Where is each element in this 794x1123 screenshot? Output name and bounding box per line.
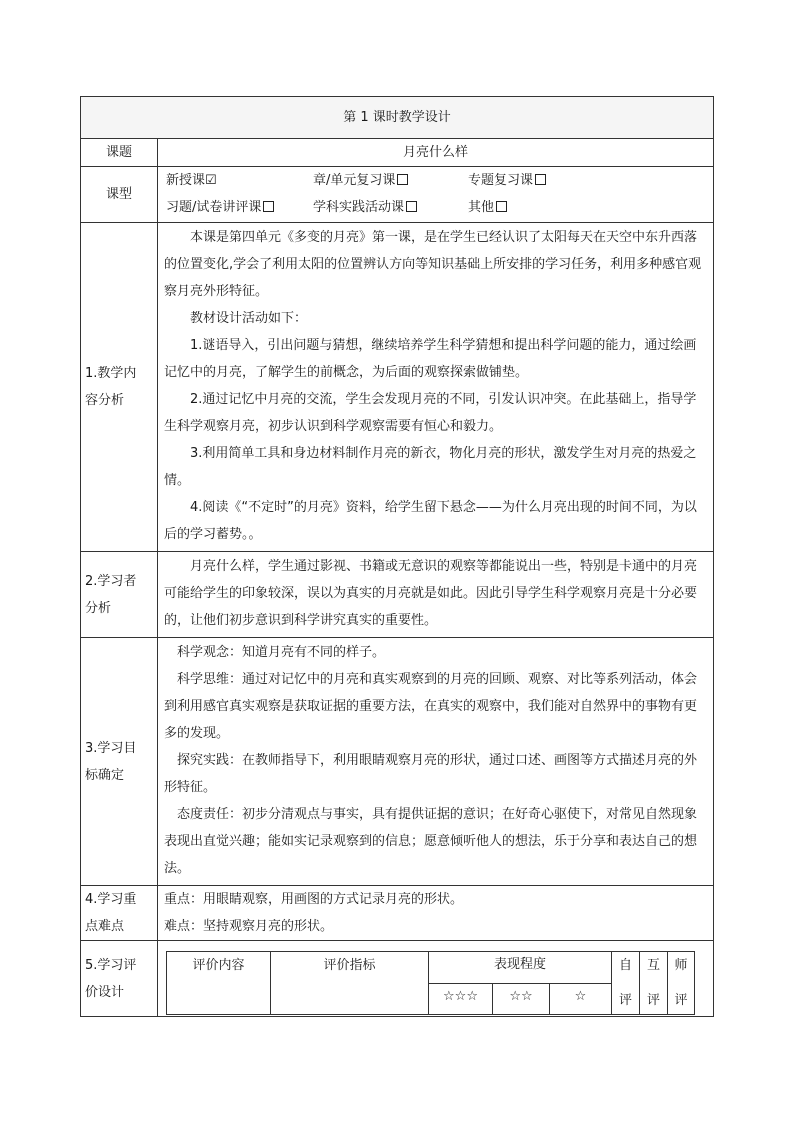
option-topic-review: 专题复习课: [468, 167, 546, 194]
eval-header-teacher: 师 评: [668, 952, 695, 1015]
key-point-focus: 重点：用眼睛观察，用画图的方式记录月亮的形状。: [164, 892, 464, 907]
learner-analysis-row: [81, 552, 714, 638]
learner-analysis-text: [158, 552, 714, 638]
type-options: [158, 167, 714, 223]
title-row: [81, 97, 714, 139]
key-points-label: 4.学习重 点难点: [81, 886, 158, 941]
checkbox-empty-icon: [535, 174, 546, 185]
goal-paragraph: 态度责任：初步分清观点与事实，具有提供证据的意识；在好奇心驱使下，对常见自然现象表现出直觉兴趣；能如实记录观察到的信息；愿意倾听他人的想法，乐于分享和表达自己的想法。: [164, 807, 698, 876]
lesson-design-document: [80, 96, 713, 1017]
topic-value: 月亮什么样: [158, 139, 714, 167]
page-title: 第 1 课时教学设计: [81, 97, 714, 139]
goal-paragraph: 科学思维：通过对记忆中的月亮和真实观察到的月亮的回顾、观察、对比等系列活动，体会到利用感官真实观察是获取证据的重要方法，在真实的观察中，我们能对自然界中的事物有更多的发现。: [164, 672, 698, 741]
goal-paragraph: 科学观念：知道月亮有不同的样子。: [177, 645, 386, 660]
eval-stars-three: ☆☆☆: [429, 983, 493, 1015]
evaluation-row: [81, 941, 714, 1017]
option-unit-review: 章/单元复习课: [313, 167, 468, 194]
eval-stars-two: ☆☆: [493, 983, 550, 1015]
evaluation-label: 5.学习评 价设计: [81, 941, 158, 1017]
learner-analysis-label: 2.学习者 分析: [81, 552, 158, 638]
evaluation-header-row-1: [167, 952, 695, 984]
content-analysis-row: [81, 223, 714, 552]
type-options-line-1: [166, 167, 707, 194]
topic-label: 课题: [81, 139, 158, 167]
content-paragraph: 2.通过记忆中月亮的交流，学生会发现月亮的不同，引发认识冲突。在此基础上，指导学生科学观察月亮，初步认识到科学观察需要有恒心和毅力。: [164, 392, 697, 434]
content-paragraph: 教材设计活动如下：: [190, 311, 308, 326]
checkbox-empty-icon: [496, 201, 507, 212]
eval-header-level: 表现程度: [429, 952, 612, 984]
content-paragraph: 本课是第四单元《多变的月亮》第一课，是在学生已经认识了太阳每天在天空中东升西落的位置变化,学会了利用太阳的位置辨认方向等知识基础上所安排的学习任务，利用多种感官观察月亮外形特征。: [164, 230, 702, 299]
key-points-text: [158, 886, 714, 941]
type-options-line-2: [166, 194, 707, 221]
lesson-design-table: [80, 96, 714, 1017]
learning-goals-text: [158, 638, 714, 886]
checkbox-empty-icon: [406, 201, 417, 212]
key-point-difficulty: 难点：坚持观察月亮的形状。: [164, 919, 334, 934]
content-paragraph: 4.阅读《“不定时”的月亮》资料，给学生留下悬念——为什么月亮出现的时间不同，为以后的学习蓄势。。: [164, 500, 697, 542]
learning-goals-label: 3.学习目 标确定: [81, 638, 158, 886]
content-paragraph: 1.谜语导入，引出问题与猜想，继续培养学生科学猜想和提出科学问题的能力，通过绘画记忆中的月亮，了解学生的前概念，为后面的观察探索做铺垫。: [164, 338, 697, 380]
option-practice-activity: 学科实践活动课: [313, 194, 468, 221]
eval-header-self: 自 评: [612, 952, 640, 1015]
checkbox-empty-icon: [397, 174, 408, 185]
content-paragraph: 3.利用简单工具和身边材料制作月亮的新衣，物化月亮的形状，激发学生对月亮的热爱之情。: [164, 446, 697, 488]
content-analysis-label: 1.教学内 容分析: [81, 223, 158, 552]
option-new-lesson: 新授课☑: [166, 173, 217, 188]
option-exercise-review: 习题/试卷讲评课: [166, 194, 313, 221]
eval-header-peer: 互 评: [640, 952, 668, 1015]
learning-goals-row: [81, 638, 714, 886]
eval-header-indicator: 评价指标: [271, 952, 429, 1015]
option-other: 其他: [468, 194, 507, 221]
evaluation-cell: [158, 941, 714, 1017]
topic-row: [81, 139, 714, 167]
content-analysis-text: [158, 223, 714, 552]
checkbox-empty-icon: [263, 201, 274, 212]
goal-paragraph: 探究实践：在教师指导下，利用眼睛观察月亮的形状，通过口述、画图等方式描述月亮的外形特征。: [164, 753, 698, 795]
learner-paragraph: 月亮什么样，学生通过影视、书籍或无意识的观察等都能说出一些，特别是卡通中的月亮可能给学生的印象较深，误以为真实的月亮就是如此。因此引导学生科学观察月亮是十分必要的，让他们初步意识到科学讲究真实的重要性。: [164, 559, 698, 628]
eval-stars-one: ☆: [550, 983, 612, 1015]
type-label: 课型: [81, 167, 158, 223]
evaluation-table: [166, 951, 695, 1015]
key-points-row: [81, 886, 714, 941]
eval-header-content: 评价内容: [167, 952, 271, 1015]
type-row: [81, 167, 714, 223]
